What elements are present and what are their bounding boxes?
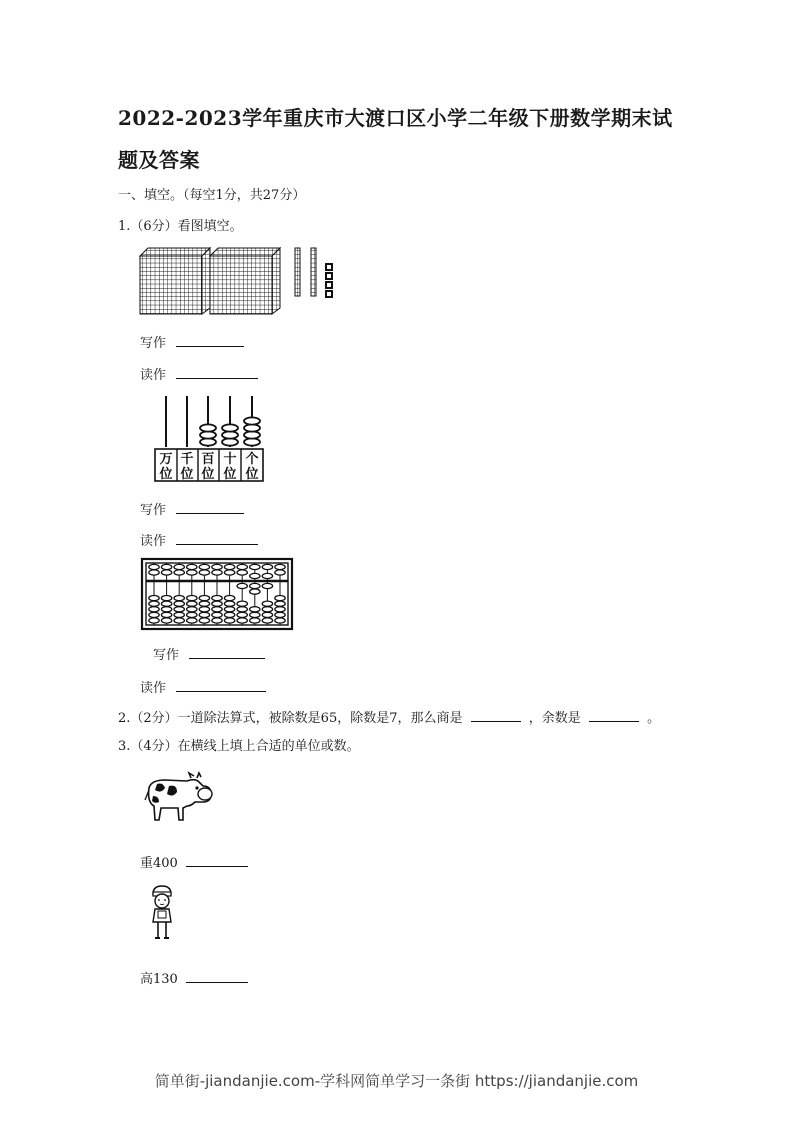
abacus-bead <box>250 564 260 569</box>
abacus-bead <box>149 596 159 601</box>
abacus-bead <box>262 612 272 617</box>
abacus-label-bai-2: 位 <box>201 467 215 482</box>
abacus-label-bai-1: 百 <box>201 452 215 467</box>
abacus-bead <box>174 564 184 569</box>
answer-blank-quotient[interactable] <box>471 707 521 722</box>
abacus-bead <box>275 618 285 623</box>
question-2-end: 。 <box>647 711 661 726</box>
abacus-bead <box>237 618 247 623</box>
read-label-text: 读作 <box>140 368 167 383</box>
abacus-bead <box>149 618 159 623</box>
abacus-bead <box>275 607 285 612</box>
abacus-bead <box>187 618 197 623</box>
abacus-bead <box>212 564 222 569</box>
abacus-bead <box>262 564 272 569</box>
abacus-bead <box>199 612 209 617</box>
abacus-bead <box>275 570 285 575</box>
abacus-bead <box>237 583 247 588</box>
read-label-2 <box>140 530 258 551</box>
abacus-bead <box>212 570 222 575</box>
answer-blank-remainder[interactable] <box>589 707 639 722</box>
abacus-bead <box>250 583 260 588</box>
write-label-1 <box>140 332 244 353</box>
abacus-bead <box>174 618 184 623</box>
abacus-bead <box>224 570 234 575</box>
abacus-bead <box>174 596 184 601</box>
abacus-bead <box>237 570 247 575</box>
page-title-line1: 2022-2023学年重庆市大渡口区小学二年级下册数学期末试 <box>118 106 673 130</box>
abacus-bead <box>161 570 171 575</box>
question-3: 3.（4分）在横线上填上合适的单位或数。 <box>118 739 360 754</box>
write-label-text: 写作 <box>140 336 167 351</box>
abacus-bead <box>262 607 272 612</box>
abacus-bead <box>161 596 171 601</box>
abacus-bead <box>250 607 260 612</box>
abacus-label-qian-2: 位 <box>180 467 194 482</box>
abacus-bead <box>224 596 234 601</box>
abacus-bead <box>149 607 159 612</box>
abacus-bead <box>212 601 222 606</box>
abacus-bead <box>212 612 222 617</box>
abacus-label-ge-1: 个 <box>245 452 259 467</box>
write-label-text: 写作 <box>153 648 180 663</box>
abacus-label-shi-1: 十 <box>223 452 237 467</box>
place-value-abacus-image <box>150 392 270 484</box>
abacus-bead <box>174 612 184 617</box>
abacus-bead <box>187 564 197 569</box>
read-label-text: 读作 <box>140 534 167 549</box>
abacus-bead <box>199 596 209 601</box>
abacus-bead <box>199 564 209 569</box>
write-label-2 <box>140 499 244 520</box>
read-label-1 <box>140 364 258 385</box>
abacus-bead <box>187 596 197 601</box>
abacus-label-ge-2: 位 <box>245 467 259 482</box>
cow-image <box>143 772 215 824</box>
abacus-bead <box>187 601 197 606</box>
abacus-bead <box>199 570 209 575</box>
child-image <box>147 884 177 942</box>
abacus-bead <box>212 596 222 601</box>
child-height-text: 高130 <box>140 972 178 987</box>
abacus-bead <box>212 607 222 612</box>
abacus-bead <box>161 618 171 623</box>
answer-blank-read-2[interactable] <box>176 530 258 545</box>
abacus-bead <box>212 618 222 623</box>
abacus-bead <box>262 618 272 623</box>
abacus-bead <box>237 612 247 617</box>
abacus-bead <box>250 618 260 623</box>
abacus-label-qian-1: 千 <box>180 452 194 467</box>
abacus-bead <box>149 570 159 575</box>
abacus-bead <box>237 607 247 612</box>
cow-weight-text: 重400 <box>140 856 178 871</box>
abacus-bead <box>149 612 159 617</box>
abacus-label-wan-1: 万 <box>159 452 173 467</box>
child-height-label <box>140 968 248 989</box>
answer-blank-cow-unit[interactable] <box>186 852 248 867</box>
answer-blank-read-1[interactable] <box>176 364 258 379</box>
abacus-bead <box>237 564 247 569</box>
abacus-bead <box>174 601 184 606</box>
read-label-3 <box>140 677 266 698</box>
abacus-bead <box>161 612 171 617</box>
abacus-bead <box>224 612 234 617</box>
abacus-bead <box>149 564 159 569</box>
abacus-bead <box>237 601 247 606</box>
answer-blank-write-2[interactable] <box>176 499 244 514</box>
abacus-bead <box>275 596 285 601</box>
abacus-bead <box>250 589 260 594</box>
write-label-text: 写作 <box>140 503 167 518</box>
abacus-bead <box>199 601 209 606</box>
suanpan-abacus-image <box>140 557 294 631</box>
answer-blank-read-3[interactable] <box>176 677 266 692</box>
abacus-bead <box>275 601 285 606</box>
abacus-bead <box>250 612 260 617</box>
abacus-bead <box>262 601 272 606</box>
question-2 <box>118 707 660 728</box>
abacus-bead <box>174 607 184 612</box>
abacus-bead <box>224 618 234 623</box>
answer-blank-child-unit[interactable] <box>186 968 248 983</box>
abacus-bead <box>187 570 197 575</box>
abacus-bead <box>224 564 234 569</box>
abacus-bead <box>187 607 197 612</box>
abacus-bead <box>262 583 272 588</box>
section-heading: 一、填空。（每空1分，共27分） <box>118 188 306 203</box>
abacus-bead <box>174 570 184 575</box>
page-title-line2: 题及答案 <box>118 148 200 172</box>
abacus-bead <box>275 612 285 617</box>
abacus-bead <box>199 607 209 612</box>
cow-weight-label <box>140 852 248 873</box>
abacus-bead <box>149 601 159 606</box>
abacus-label-wan-2: 位 <box>159 467 173 482</box>
abacus-label-shi-2: 位 <box>223 467 237 482</box>
footer-watermark: 简单街-jiandanjie.com-学科网简单学习一条街 https://jiandanjie.com <box>154 1072 639 1090</box>
read-label-text: 读作 <box>140 681 167 696</box>
question-2-text: 2.（2分）一道除法算式，被除数是65，除数是7，那么商是 <box>118 711 463 726</box>
abacus-bead <box>199 618 209 623</box>
abacus-bead <box>224 601 234 606</box>
answer-blank-write-1[interactable] <box>176 332 244 347</box>
question-2-mid: ，余数是 <box>528 711 581 726</box>
base-ten-blocks-image <box>138 246 338 316</box>
abacus-bead <box>187 612 197 617</box>
abacus-bead <box>161 607 171 612</box>
question-1: 1.（6分）看图填空。 <box>118 219 243 234</box>
abacus-bead <box>161 601 171 606</box>
answer-blank-write-3[interactable] <box>189 644 265 659</box>
abacus-bead <box>250 573 260 578</box>
abacus-bead <box>262 573 272 578</box>
write-label-3 <box>153 644 265 665</box>
abacus-bead <box>224 607 234 612</box>
abacus-bead <box>161 564 171 569</box>
abacus-bead <box>275 564 285 569</box>
